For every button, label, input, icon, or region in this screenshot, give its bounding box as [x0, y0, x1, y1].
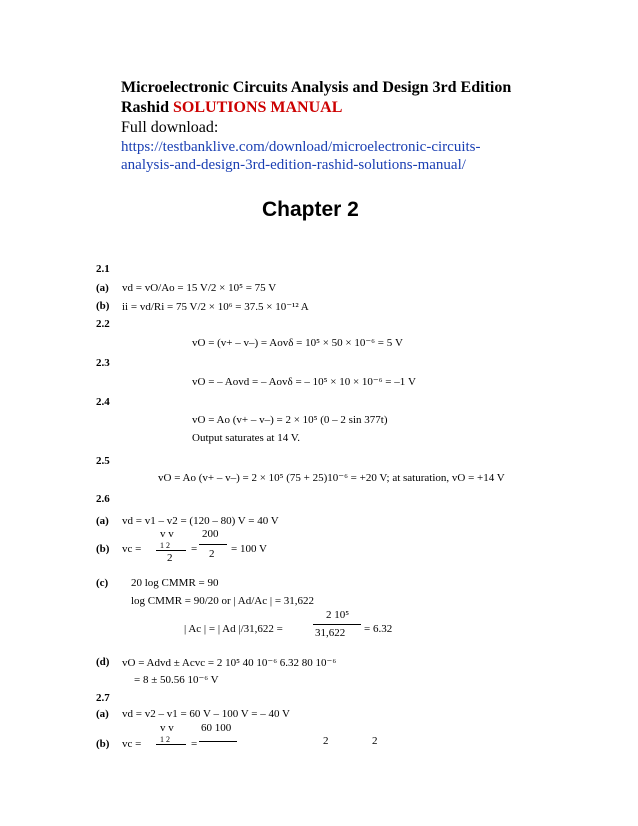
fraction-bar: [156, 744, 186, 745]
problem-2-4-solution: vO = Ao (v+ – v–) = 2 × 10⁵ (0 – 2 sin 377t): [192, 414, 388, 426]
author-name: Rashid: [121, 99, 170, 116]
problem-2-4-label: 2.4: [96, 396, 110, 408]
problem-2-5-solution: vO = Ao (v+ – v–) = 2 × 10⁵ (75 + 25)10⁻⁶ = +20 V; at saturation, vO = +14 V: [158, 472, 505, 484]
problem-2-2-label: 2.2: [96, 318, 110, 330]
problem-2-6b-numerator-vars: v v: [160, 528, 174, 540]
problem-2-7b-numerator-subs: 1 2: [160, 735, 170, 744]
problem-2-6a-solution: vd = v1 – v2 = (120 – 80) V = 40 V: [122, 515, 279, 527]
download-link-line1[interactable]: https://testbanklive.com/download/microelectronic-circuits-: [121, 139, 481, 155]
problem-2-1b-label: (b): [96, 300, 110, 312]
problem-2-7b-numerator2: 60 100: [201, 722, 232, 734]
problem-2-6a-label: (a): [96, 515, 109, 527]
problem-2-7b-equals: =: [191, 738, 198, 750]
problem-2-6d-line1: vO = Advd ± Acvc = 2 10⁵ 40 10⁻⁶ 6.32 80 10⁻⁶: [122, 657, 337, 669]
problem-2-7-label: 2.7: [96, 692, 110, 704]
download-label: Full download:: [121, 119, 219, 136]
problem-2-2-solution: vO = (v+ – v–) = Aovδ = 10⁵ × 50 × 10⁻⁶ = 5 V: [192, 337, 403, 349]
problem-2-6c-denominator: 31,622: [315, 627, 346, 639]
problem-2-6c-label: (c): [96, 577, 109, 589]
problem-2-6b-numerator-subs: 1 2: [160, 541, 170, 550]
problem-2-1-label: 2.1: [96, 263, 110, 275]
document-title-line2: [121, 98, 342, 118]
problem-2-7b-label: (b): [96, 738, 110, 750]
fraction-bar: [156, 550, 186, 551]
problem-2-7b-denominator-b: 2: [372, 735, 378, 747]
problem-2-1a-solution: vd = vO/Ao = 15 V/2 × 10⁵ = 75 V: [122, 282, 277, 294]
problem-2-5-label: 2.5: [96, 455, 110, 467]
problem-2-7b-denominator-a: 2: [323, 735, 329, 747]
fraction-bar: [313, 624, 361, 625]
problem-2-6-label: 2.6: [96, 493, 110, 505]
problem-2-6b-denominator2: 2: [209, 548, 215, 560]
problem-2-3-label: 2.3: [96, 357, 110, 369]
problem-2-6d-line2: = 8 ± 50.56 10⁻⁶ V: [134, 674, 219, 686]
problem-2-6c-line1: 20 log CMMR = 90: [131, 577, 219, 589]
problem-2-1b-solution: ii = vd/Ri = 75 V/2 × 10⁶ = 37.5 × 10⁻¹² A: [122, 301, 309, 313]
problem-2-6b-equals: =: [191, 543, 198, 555]
problem-2-7b-numerator-vars: v v: [160, 722, 174, 734]
fraction-bar: [199, 544, 227, 545]
problem-2-6b-denominator: 2: [167, 552, 173, 564]
problem-2-6b-numerator2: 200: [202, 528, 219, 540]
problem-2-1a-label: (a): [96, 282, 109, 294]
chapter-title: Chapter 2: [262, 198, 359, 221]
problem-2-6c-result: = 6.32: [364, 623, 393, 635]
problem-2-6b-vc: vc =: [122, 543, 142, 555]
problem-2-6b-label: (b): [96, 543, 110, 555]
problem-2-3-solution: vO = – Aovd = – Aovδ = – 10⁵ × 10 × 10⁻⁶ = –1 V: [192, 376, 416, 388]
fraction-bar: [199, 741, 237, 742]
problem-2-6c-line2: log CMMR = 90/20 or | Ad/Ac | = 31,622: [131, 595, 315, 607]
problem-2-6d-label: (d): [96, 656, 110, 668]
problem-2-7a-solution: vd = v2 – v1 = 60 V – 100 V = – 40 V: [122, 708, 290, 720]
problem-2-7b-vc: vc =: [122, 738, 142, 750]
document-title: Microelectronic Circuits Analysis and Design 3rd Edition: [121, 79, 512, 96]
problem-2-6c-numerator: 2 10⁵: [326, 609, 350, 621]
solutions-manual-label: SOLUTIONS MANUAL: [173, 99, 343, 116]
problem-2-6b-result: = 100 V: [231, 543, 267, 555]
problem-2-6c-ac-lhs: | Ac | = | Ad |/31,622 =: [184, 623, 283, 635]
problem-2-7a-label: (a): [96, 708, 109, 720]
problem-2-4-note: Output saturates at 14 V.: [192, 432, 301, 444]
download-link-line2[interactable]: analysis-and-design-3rd-edition-rashid-solutions-manual/: [121, 157, 466, 173]
